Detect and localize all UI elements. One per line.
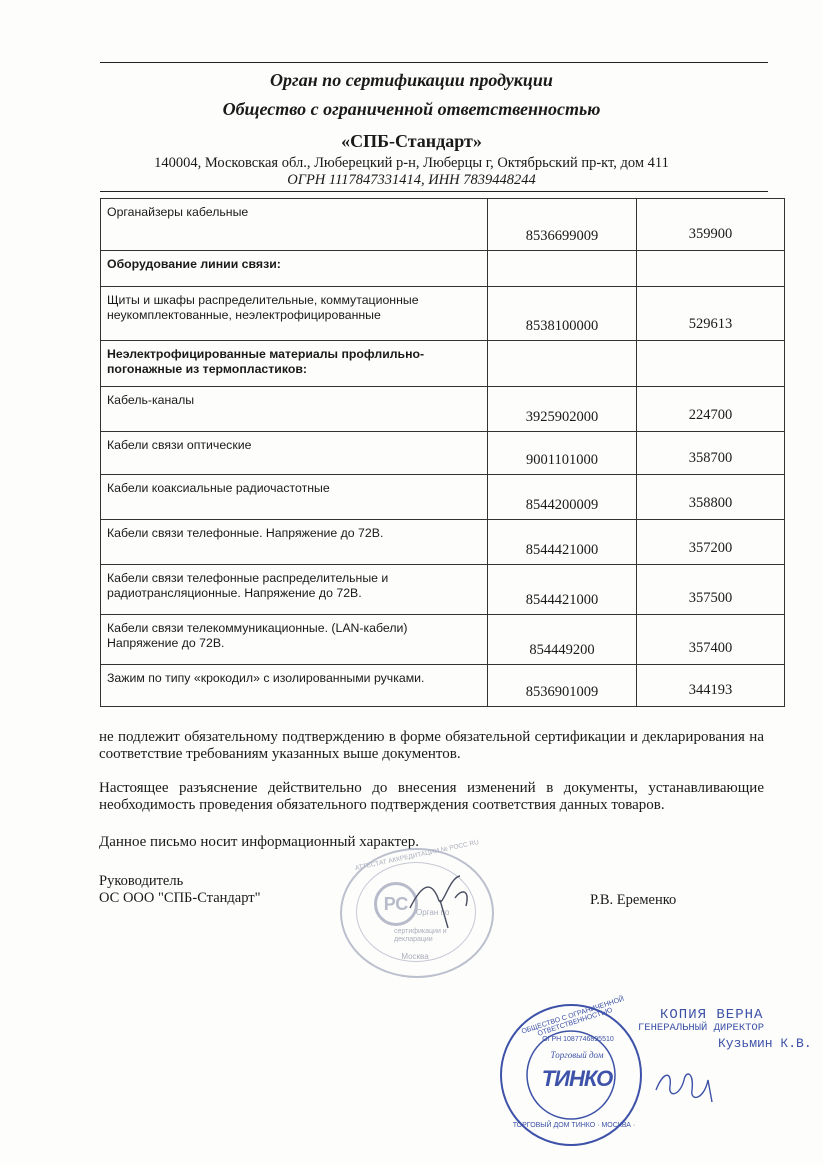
item-name: Кабели связи оптические <box>101 432 488 475</box>
conclusion-paragraph: не подлежит обязательному подтверждению в форме обязательной сертификации и декларирования на соответствие требованиям указанных выше документов. <box>99 729 764 762</box>
info-note: Данное письмо носит информационный характер. <box>99 834 419 850</box>
item-number <box>637 251 785 287</box>
item-number: 357500 <box>637 565 785 615</box>
signer-role-line2: ОС ООО "СПБ-Стандарт" <box>99 890 261 906</box>
copy-signature <box>650 1050 730 1110</box>
item-number: 529613 <box>637 287 785 341</box>
director-signature <box>400 868 480 938</box>
table-row <box>101 287 785 341</box>
rst-logo-icon: РС <box>374 882 418 926</box>
org-ids: ОГРН 1117847331414, ИНН 7839448244 <box>287 172 536 188</box>
item-name: Кабель-каналы <box>101 387 488 432</box>
item-code: 8536699009 <box>488 199 637 251</box>
item-code: 9001101000 <box>488 432 637 475</box>
section-heading: Оборудование линии связи: <box>101 251 488 287</box>
table-row <box>101 520 785 565</box>
stamp-ring-text: ОБЩЕСТВО С ОГРАНИЧЕННОЙ ОТВЕТСТВЕННОСТЬЮ <box>520 995 626 1038</box>
org-legal-form: Общество с ограниченной ответственностью <box>222 99 601 119</box>
item-number: 357200 <box>637 520 785 565</box>
item-name: Органайзеры кабельные <box>101 199 488 251</box>
stamp-house-label: Торговый дом <box>550 1050 604 1060</box>
item-name: Зажим по типу «крокодил» с изолированными ручками. <box>101 665 488 707</box>
item-number: 359900 <box>637 199 785 251</box>
copy-role-label: ГЕНЕРАЛЬНЫЙ ДИРЕКТОР <box>638 1022 765 1034</box>
header-top-rule <box>100 62 768 63</box>
table-row <box>101 475 785 520</box>
table-row <box>101 341 785 387</box>
item-name: Кабели коаксиальные радиочастотные <box>101 475 488 520</box>
signer-role-line1: Руководитель <box>99 873 184 889</box>
table-row <box>101 565 785 615</box>
org-address: 140004, Московская обл., Люберецкий р-н, Люберцы г, Октябрьский пр-кт, дом 411 <box>154 155 669 171</box>
item-number: 357400 <box>637 615 785 665</box>
table-row <box>101 251 785 287</box>
org-name: «СПБ-Стандарт» <box>341 131 482 151</box>
stamp-ring-text: АТТЕСТАТ АККРЕДИТАЦИИ № РОСС RU <box>354 838 480 873</box>
item-number: 358800 <box>637 475 785 520</box>
item-number: 344193 <box>637 665 785 707</box>
copy-true-label: КОПИЯ ВЕРНА <box>660 1007 764 1023</box>
item-code: 8538100000 <box>488 287 637 341</box>
item-code <box>488 341 637 387</box>
item-name: Кабели связи телекоммуникационные. (LAN-кабели) Напряжение до 72В. <box>101 615 488 665</box>
org-title: Орган по сертификации продукции <box>270 70 553 90</box>
section-heading: Неэлектрофицированные материалы профлильно-погонажные из термопластиков: <box>101 341 488 387</box>
item-code: 3925902000 <box>488 387 637 432</box>
stamp-inner-text: Орган по <box>416 908 450 917</box>
table-row <box>101 615 785 665</box>
stamp-ogrn: ОГРН 1087746895510 <box>542 1036 614 1043</box>
item-number: 358700 <box>637 432 785 475</box>
stamp-bottom-text: ТОРГОВЫЙ ДОМ ТИНКО · МОСКВА · <box>512 1122 636 1129</box>
item-name: Кабели связи телефонные. Напряжение до 72В. <box>101 520 488 565</box>
table-row <box>101 199 785 251</box>
table-row <box>101 432 785 475</box>
copy-signer-name: Кузьмин К.В. <box>718 1036 812 1051</box>
item-code: 8544200009 <box>488 475 637 520</box>
table-row <box>101 665 785 707</box>
items-table <box>100 198 785 707</box>
signer-name: Р.В. Еременко <box>590 892 677 908</box>
item-code: 8544421000 <box>488 520 637 565</box>
item-code: 8536901009 <box>488 665 637 707</box>
item-code: 8544421000 <box>488 565 637 615</box>
item-number: 224700 <box>637 387 785 432</box>
item-number <box>637 341 785 387</box>
tinko-logo: ТИНКО <box>541 1066 613 1091</box>
stamp-bottom-text: Москва <box>401 952 429 961</box>
stamp-inner-text-2: сертификации и декларации <box>394 928 447 943</box>
item-code <box>488 251 637 287</box>
item-name: Кабели связи телефонные распределительные и радиотрансляционные. Напряжение до 72В. <box>101 565 488 615</box>
table-row <box>101 387 785 432</box>
header-bottom-rule <box>100 191 768 192</box>
validity-paragraph: Настоящее разъяснение действительно до внесения изменений в документы, устанавливающие необходимость проведения обязательного подтверждения соответствия данных товаров. <box>99 780 764 813</box>
item-code: 854449200 <box>488 615 637 665</box>
item-name: Щиты и шкафы распределительные, коммутационные неукомплектованные, неэлектрофицированные <box>101 287 488 341</box>
